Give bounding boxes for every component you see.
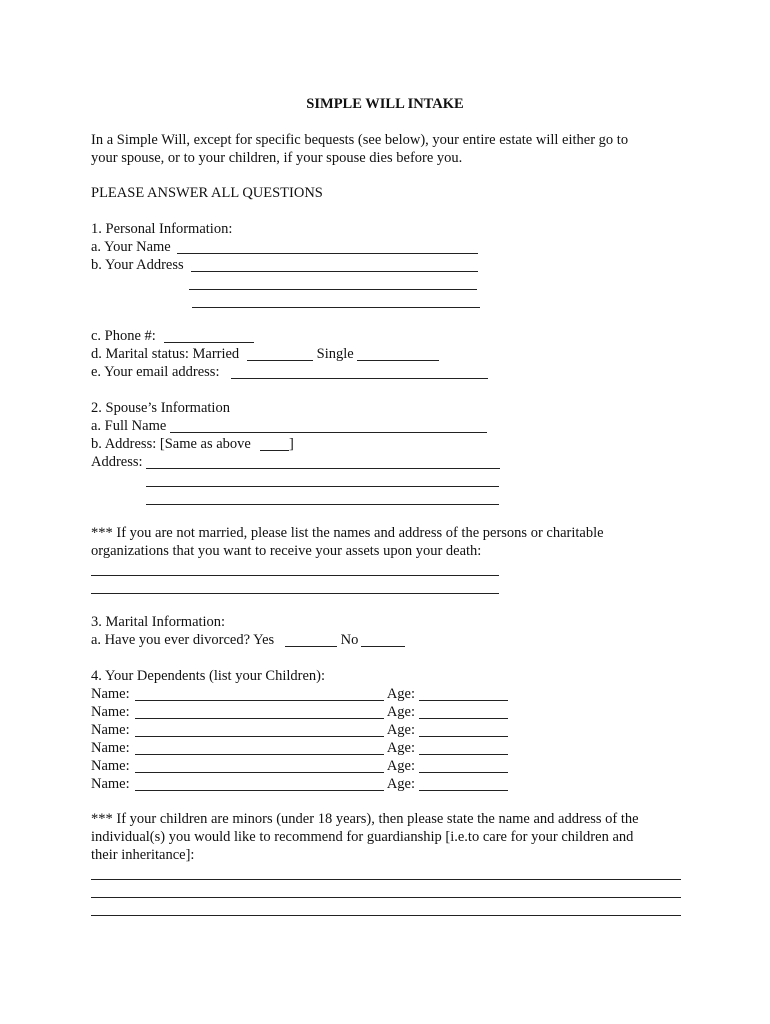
beneficiaries-field-1[interactable] (91, 575, 499, 576)
child-age-field[interactable] (419, 736, 508, 737)
child-age-field[interactable] (419, 754, 508, 755)
child-age-label: Age: (384, 722, 416, 738)
marital-status-label: d. Marital status: Married (91, 346, 240, 362)
spouse-heading: 2. Spouse’s Information (91, 400, 230, 416)
unmarried-note-line-1: *** If you are not married, please list the names and address of the persons or charitable (91, 525, 604, 541)
spouse-address-label: Address: (91, 454, 143, 470)
guardian-note-line-2: individual(s) you would like to recommend for guardianship [i.e.to care for your children and (91, 829, 634, 845)
child-age-label: Age: (384, 776, 416, 792)
child-age-label: Age: (384, 704, 416, 720)
divorced-label: a. Have you ever divorced? Yes (91, 632, 275, 648)
guardian-note-line-1: *** If your children are minors (under 18 years), then please state the name and address of the (91, 811, 639, 827)
divorced-yes-field[interactable] (285, 646, 337, 647)
guardian-field-1[interactable] (91, 879, 681, 880)
spouse-address-field-2[interactable] (146, 486, 499, 487)
same-address-close: ] (289, 436, 294, 452)
child-name-label: Name: (91, 740, 134, 756)
unmarried-note-line-2: organizations that you want to receive your assets upon your death: (91, 543, 482, 559)
divorced-no-field[interactable] (361, 646, 405, 647)
your-address-label: b. Your Address (91, 257, 184, 273)
child-age-field[interactable] (419, 700, 508, 701)
child-name-label: Name: (91, 686, 134, 702)
your-address-field-2[interactable] (189, 289, 477, 290)
child-name-field[interactable] (135, 718, 384, 719)
phone-label: c. Phone #: (91, 328, 160, 344)
guardian-note-line-3: their inheritance]: (91, 847, 195, 863)
guardian-field-3[interactable] (91, 915, 681, 916)
page-title: SIMPLE WILL INTAKE (306, 96, 464, 112)
your-name-label: a. Your Name (91, 239, 171, 255)
guardian-field-2[interactable] (91, 897, 681, 898)
same-address-label: b. Address: [Same as above (91, 436, 251, 452)
child-name-label: Name: (91, 776, 134, 792)
your-address-field-3[interactable] (192, 307, 480, 308)
intro-line-1: In a Simple Will, except for specific bequests (see below), your entire estate will either go to (91, 132, 629, 148)
single-label: Single (313, 346, 354, 362)
spouse-name-field[interactable] (170, 432, 487, 433)
dependents-heading: 4. Your Dependents (list your Children): (91, 668, 325, 684)
single-field[interactable] (357, 360, 439, 361)
marital-info-heading: 3. Marital Information: (91, 614, 226, 630)
child-age-label: Age: (384, 758, 416, 774)
beneficiaries-field-2[interactable] (91, 593, 499, 594)
email-field[interactable] (231, 378, 488, 379)
divorced-no-label: No (337, 632, 359, 648)
child-name-field[interactable] (135, 772, 384, 773)
your-address-field-1[interactable] (191, 271, 478, 272)
child-name-label: Name: (91, 722, 134, 738)
child-age-label: Age: (384, 740, 416, 756)
intro-line-2: your spouse, or to your children, if your spouse dies before you. (91, 150, 463, 166)
your-name-field[interactable] (177, 253, 478, 254)
child-name-field[interactable] (135, 790, 384, 791)
email-label: e. Your email address: (91, 364, 224, 380)
child-name-field[interactable] (135, 754, 384, 755)
child-age-field[interactable] (419, 718, 508, 719)
child-age-field[interactable] (419, 790, 508, 791)
child-name-field[interactable] (135, 700, 384, 701)
same-address-checkbox-field[interactable] (260, 450, 289, 451)
child-name-label: Name: (91, 758, 134, 774)
personal-heading: 1. Personal Information: (91, 221, 233, 237)
married-field[interactable] (247, 360, 313, 361)
phone-field[interactable] (164, 342, 254, 343)
child-age-label: Age: (384, 686, 416, 702)
spouse-address-field-3[interactable] (146, 504, 499, 505)
instruction-text: PLEASE ANSWER ALL QUESTIONS (91, 185, 323, 201)
spouse-name-label: a. Full Name (91, 418, 167, 434)
child-name-field[interactable] (135, 736, 384, 737)
child-name-label: Name: (91, 704, 134, 720)
spouse-address-field-1[interactable] (146, 468, 500, 469)
child-age-field[interactable] (419, 772, 508, 773)
